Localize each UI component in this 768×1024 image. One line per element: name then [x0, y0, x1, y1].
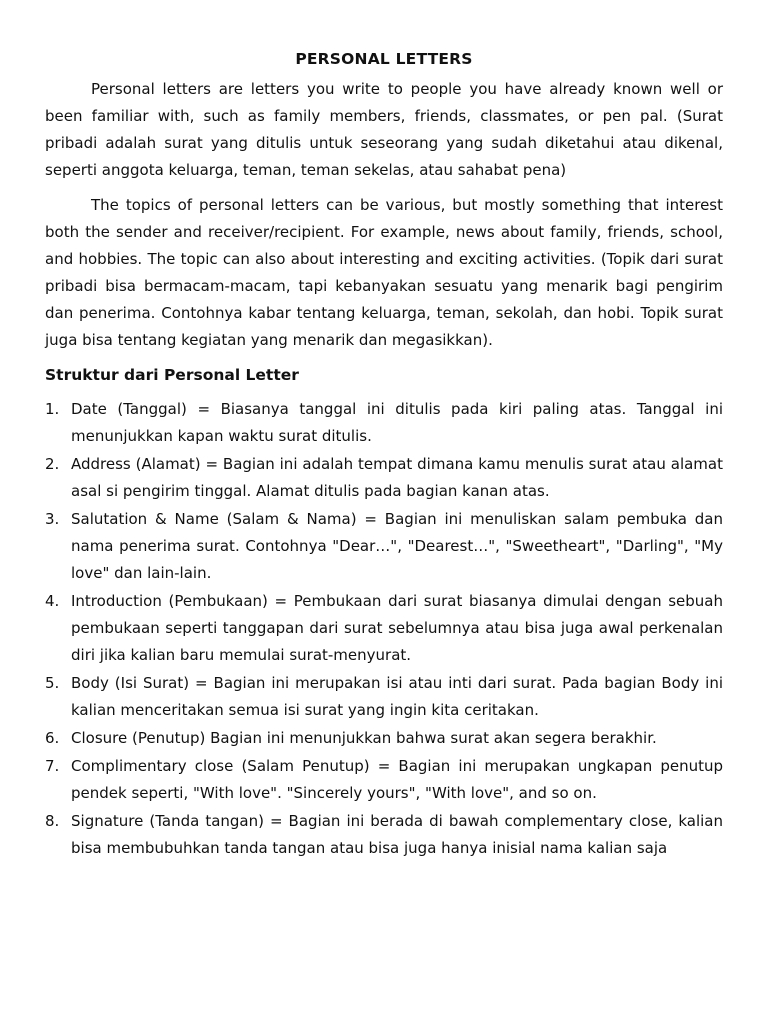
list-item-text: Complimentary close (Salam Penutup) = Bagian ini merupakan ungkapan penutup pendek seperti, "With love". "Sincerely yours", "With love", and so on. — [71, 757, 723, 802]
structure-list — [45, 396, 723, 862]
list-item-text: Closure (Penutup) Bagian ini menunjukkan bahwa surat akan segera berakhir. — [71, 729, 657, 747]
list-item — [45, 725, 723, 752]
list-item-text: Body (Isi Surat) = Bagian ini merupakan isi atau inti dari surat. Pada bagian Body ini kalian menceritakan semua isi surat yang ingin kita ceritakan. — [71, 674, 723, 719]
list-item-number: 8. — [45, 812, 60, 830]
list-item-text: Introduction (Pembukaan) = Pembukaan dari surat biasanya dimulai dengan sebuah pembukaan seperti tanggapan dari surat sebelumnya atau bisa juga awal perkenalan diri jika kalian baru memulai surat-menyurat. — [71, 592, 723, 664]
topics-paragraph: The topics of personal letters can be various, but mostly something that interest both the sender and receiver/recipient. For example, news about family, friends, school, and hobbies. The topic can also about interesting and exciting activities. (Topik dari surat pribadi bisa bermacam-macam, tapi kebanyakan sesuatu yang menarik bagi pengirim dan penerima. Contohnya kabar tentang keluarga, teman, sekolah, dan hobi. Topik surat juga bisa tentang kegiatan yang menarik dan megasikkan). — [45, 196, 723, 349]
list-item — [45, 753, 723, 807]
list-item-number: 6. — [45, 729, 60, 747]
list-item — [45, 588, 723, 669]
list-item-text: Signature (Tanda tangan) = Bagian ini berada di bawah complementary close, kalian bisa membubuhkan tanda tangan atau bisa juga hanya inisial nama kalian saja — [71, 812, 723, 857]
document-page — [45, 46, 723, 863]
list-item-text: Address (Alamat) = Bagian ini adalah tempat dimana kamu menulis surat atau alamat asal si pengirim tinggal. Alamat ditulis pada bagian kanan atas. — [71, 455, 723, 500]
list-item — [45, 506, 723, 587]
list-item-number: 1. — [45, 400, 60, 418]
list-item-number: 5. — [45, 674, 60, 692]
list-item-text: Date (Tanggal) = Biasanya tanggal ini ditulis pada kiri paling atas. Tanggal ini menunjukkan kapan waktu surat ditulis. — [71, 400, 723, 445]
list-item — [45, 451, 723, 505]
list-item — [45, 808, 723, 862]
list-item-text: Salutation & Name (Salam & Nama) = Bagian ini menuliskan salam pembuka dan nama penerima surat. Contohnya "Dear…", "Dearest…", "Sweetheart", "Darling", "My love" dan lain-lain. — [71, 510, 723, 582]
intro-paragraph: Personal letters are letters you write to people you have already known well or been familiar with, such as family members, friends, classmates, or pen pal. (Surat pribadi adalah surat yang ditulis untuk seseorang yang sudah diketahui atau dikenal, seperti anggota keluarga, teman, teman sekelas, atau sahabat pena) — [45, 80, 723, 179]
list-item-number: 2. — [45, 455, 60, 473]
list-item-number: 7. — [45, 757, 60, 775]
list-item — [45, 670, 723, 724]
list-item — [45, 396, 723, 450]
list-item-number: 3. — [45, 510, 60, 528]
section-heading: Struktur dari Personal Letter — [45, 366, 299, 384]
page-title: PERSONAL LETTERS — [295, 50, 473, 68]
list-item-number: 4. — [45, 592, 60, 610]
